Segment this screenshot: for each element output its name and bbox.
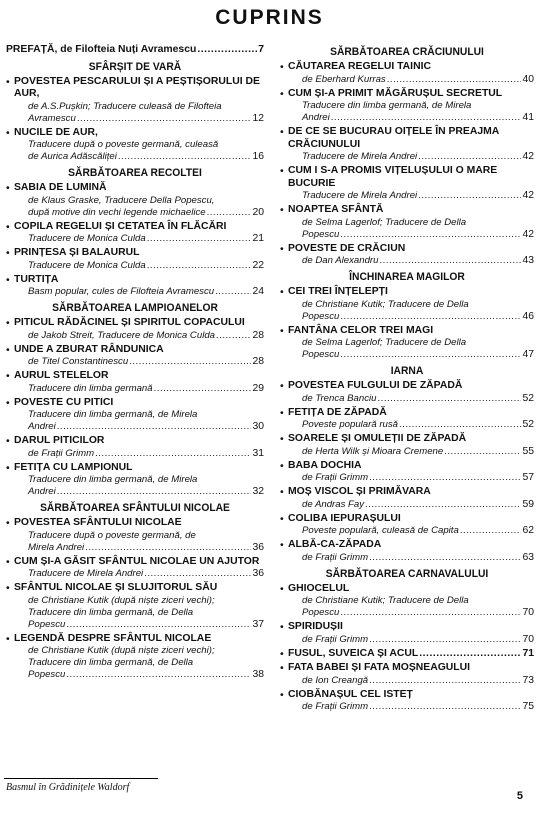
toc-entry-detail: Popescu ..... 37: [14, 619, 264, 631]
toc-entry[interactable]: [6, 517, 264, 554]
leader-dots: [369, 634, 521, 646]
toc-entry-title: CUM I S-A PROMIS VIȚELUȘULUI O MARE BUCURIE: [288, 165, 498, 189]
leader-dots: [369, 701, 521, 713]
toc-entry-detail: Andrei ..... 30: [14, 421, 264, 433]
page-ref: 75: [522, 701, 534, 712]
toc-entry-title: GHIOCELUL: [288, 582, 350, 594]
leader-dots: [418, 190, 521, 202]
leader-dots: [377, 393, 521, 405]
toc-entry-detail: Popescu ..... 38: [14, 669, 264, 681]
leader-dots: [129, 356, 251, 368]
toc-entry-detail: de Aurica Adăscăliței ..... 16: [14, 151, 264, 163]
toc-entry-title: CUM ȘI-A GĂSIT SFÂNTUL NICOLAE UN AJUTOR: [14, 555, 260, 567]
toc-entry-detail: de Klaus Graske, Traducere Della Popescu,: [28, 194, 215, 206]
toc-entry[interactable]: [280, 433, 534, 458]
page-ref: 42: [522, 228, 534, 240]
toc-entry-title: PITICUL RĂDĂCINEL ȘI SPIRITUL COPACULUI: [14, 317, 245, 328]
bullet-icon: •: [6, 555, 10, 568]
toc-entry-detail: de Jakob Streit, Traducere de Monica Culda ..... 28: [14, 330, 264, 342]
leader-dots: [444, 446, 521, 458]
toc-entry[interactable]: [6, 462, 264, 499]
bullet-icon: •: [280, 324, 284, 337]
toc-entry[interactable]: [280, 583, 534, 620]
bullet-icon: •: [6, 343, 10, 356]
toc-entry[interactable]: [280, 325, 534, 362]
page-ref: 32: [252, 486, 264, 497]
toc-entry-detail: Traducere după o poveste germană, culeasă: [28, 139, 219, 150]
leader-dots: [144, 568, 251, 580]
toc-entry-title: POVESTE CU PITICI: [14, 396, 114, 408]
page-number: 5: [516, 790, 523, 802]
page-ref: 28: [252, 356, 264, 367]
page-ref: 70: [522, 633, 534, 645]
toc-entry-detail: de Selma Lagerlof; Traducere de Della: [302, 216, 467, 228]
page-ref: 12: [252, 112, 264, 124]
page-ref: 46: [522, 310, 534, 322]
toc-entry-title: FATA BABEI ȘI FATA MOȘNEAGULUI: [288, 662, 471, 673]
toc-entry[interactable]: [6, 221, 264, 246]
page-ref: 52: [522, 419, 534, 430]
leader-dots: [118, 151, 252, 163]
leader-dots: [369, 675, 521, 687]
bullet-icon: •: [280, 688, 284, 701]
bullet-icon: •: [280, 406, 284, 419]
toc-entry[interactable]: [6, 582, 264, 631]
page-ref: 40: [522, 73, 534, 85]
toc-entry-title: CUM ȘI-A PRIMIT MĂGĂRUȘUL SECRETUL: [288, 87, 503, 99]
bullet-icon: •: [280, 165, 284, 177]
leader-dots: [340, 349, 521, 361]
toc-entry-title: CĂUTAREA REGELUI TAINIC: [288, 61, 431, 72]
leader-dots: [66, 619, 251, 631]
toc-entry-title: POVESTEA FULGULUI DE ZĂPADĂ: [288, 380, 463, 391]
toc-entry-detail: Poveste populară, culeasă de Capita ..... 62: [288, 525, 534, 537]
toc-entry-detail: Andrei ..... 32: [14, 486, 264, 498]
page-ref: 7: [258, 44, 264, 55]
bullet-icon: •: [6, 632, 10, 645]
toc-entry-title: LEGENDĂ DESPRE SFÂNTUL NICOLAE: [14, 632, 212, 644]
page-ref: 52: [522, 392, 534, 404]
toc-entry-detail: de Christiane Kutik (după niște ziceri vechi);: [28, 594, 215, 606]
toc-entry-title: SFÂNTUL NICOLAE ȘI SLUJITORUL SĂU: [14, 582, 218, 593]
toc-entry-title: ALBĂ-CA-ZĂPADA: [288, 539, 382, 550]
page-ref: 55: [522, 445, 534, 457]
toc-entry-detail: de Frații Grimm ..... 75: [288, 701, 534, 713]
toc-entry-detail: Traducere din limba germană, de Mirela: [302, 100, 472, 111]
toc-entry[interactable]: [280, 243, 534, 268]
leader-dots: [460, 525, 522, 537]
page-ref: 36: [252, 568, 264, 579]
toc-entry-detail: Traducere din limba germană, de Della: [28, 606, 194, 618]
toc-entry-detail: Poveste populară rusă ..... 52: [288, 419, 534, 431]
bullet-icon: •: [6, 182, 10, 194]
toc-entry-title: TURTIȚA: [14, 273, 59, 285]
toc-entry-detail: Andrei ..... 41: [288, 112, 534, 124]
toc-entry-title: CIOBĂNAȘUL CEL ISTEȚ: [288, 688, 413, 700]
toc-entry-title: DE CE SE BUCURAU OIȚELE ÎN PREAJMA CRĂCIUNULUI: [288, 126, 499, 150]
toc-entry-detail: Popescu ..... 70: [288, 607, 534, 619]
page-ref: 36: [252, 541, 264, 553]
toc-entry-title: UNDE A ZBURAT RÂNDUNICA: [14, 343, 164, 355]
page-ref: 30: [252, 421, 264, 432]
toc-entry[interactable]: [6, 317, 264, 342]
toc-entry-title: POVESTEA SFÂNTULUI NICOLAE: [14, 517, 182, 528]
toc-entry[interactable]: [280, 165, 534, 202]
bullet-icon: •: [280, 539, 284, 551]
leader-dots: [154, 383, 252, 395]
page-ref: 38: [252, 669, 264, 680]
toc-entry-detail: de Herta Wilk și Mioara Cremene ..... 55: [288, 446, 534, 458]
toc-entry-detail: Traducere de Mirela Andrei ..... 42: [288, 151, 534, 163]
toc-entry-detail: Mirela Andrei ..... 36: [14, 542, 264, 554]
toc-entry-detail: de Christiane Kutik (după niște ziceri vechi);: [28, 645, 215, 656]
leader-dots: [340, 311, 521, 323]
bullet-icon: •: [6, 582, 10, 594]
page-title: CUPRINS: [215, 6, 324, 29]
bullet-icon: •: [280, 459, 284, 472]
bullet-icon: •: [280, 486, 284, 498]
toc-entry-detail: Popescu ..... 46: [288, 311, 534, 323]
toc-entry-title: PRINȚESA ȘI BALAURUL: [14, 247, 140, 258]
toc-entry[interactable]: [6, 397, 264, 434]
toc-entry-detail: Traducere din limba germană, de Della: [28, 657, 194, 668]
page-ref: 47: [522, 349, 534, 360]
toc-entry-detail: de Christiane Kutik; Traducere de Della: [302, 298, 469, 310]
bullet-icon: •: [6, 517, 10, 529]
toc-entry[interactable]: [6, 127, 264, 164]
toc-entry-title: SABIA DE LUMINĂ: [14, 182, 107, 193]
leader-dots: [369, 552, 521, 564]
page-ref: 73: [522, 674, 534, 686]
toc-entry[interactable]: [280, 407, 534, 432]
toc-entry-title: NUCILE DE AUR,: [14, 126, 98, 138]
leader-dots: [419, 648, 521, 661]
section-heading: SĂRBĂTOAREA SFÂNTULUI NICOLAE: [40, 502, 230, 514]
bullet-icon: •: [6, 317, 10, 329]
toc-entry[interactable]: [280, 539, 534, 564]
page-ref: 71: [522, 647, 534, 659]
toc-entry-detail: de Frații Grimm ..... 57: [288, 472, 534, 484]
toc-entry-detail: de Ion Creangă ..... 73: [288, 675, 534, 687]
bullet-icon: •: [6, 273, 10, 286]
toc-entry[interactable]: [6, 76, 264, 125]
bullet-icon: •: [280, 662, 284, 674]
section-heading: IARNA: [390, 365, 424, 377]
toc-entry-detail: de Dan Alexandru ..... 43: [288, 255, 534, 267]
toc-entry-detail: Traducere după o poveste germană, de: [28, 529, 196, 541]
toc-entry-detail: de Christiane Kutik; Traducere de Della: [302, 595, 469, 606]
toc-entry-detail: Popescu ..... 47: [288, 349, 534, 361]
toc-entry-detail: Traducere din limba germană, de Mirela: [28, 409, 198, 420]
toc-entry-detail: de Frații Grimm ..... 31: [14, 448, 264, 460]
bullet-icon: •: [280, 512, 284, 525]
leader-dots: [57, 421, 252, 433]
page-ref: 24: [252, 286, 264, 297]
bullet-icon: •: [6, 396, 10, 409]
leader-dots: [57, 486, 252, 498]
leader-dots: [77, 113, 252, 125]
section-heading: SĂRBĂTOAREA CRĂCIUNULUI: [330, 46, 484, 58]
page-ref: 29: [252, 382, 264, 394]
leader-dots: [399, 419, 521, 431]
page-ref: 57: [522, 472, 534, 483]
book-title-footer: Basmul în Grădinițele Waldorf: [6, 782, 130, 793]
toc-entry[interactable]: [280, 513, 534, 538]
bullet-icon: •: [6, 126, 10, 139]
toc-entry[interactable]: [280, 648, 534, 661]
leader-dots: [340, 607, 521, 619]
footer-rule: [4, 778, 158, 779]
leader-dots: [215, 286, 251, 298]
bullet-icon: •: [280, 380, 284, 392]
toc-entry-detail: de Frații Grimm ..... 63: [288, 552, 534, 564]
toc-entry[interactable]: [280, 380, 534, 405]
toc-entry-detail: de Trenca Banciu ..... 52: [288, 393, 534, 405]
page-ref: 59: [522, 498, 534, 510]
bullet-icon: •: [280, 621, 284, 633]
toc-entry[interactable]: [280, 286, 534, 323]
leader-dots: [418, 151, 521, 163]
toc-right-column: [280, 44, 534, 715]
toc-entry-detail: de Frații Grimm ..... 70: [288, 634, 534, 646]
bullet-icon: •: [280, 242, 284, 255]
leader-dots: [207, 207, 252, 219]
toc-entry-title: COLIBA IEPURAȘULUI: [288, 512, 401, 524]
toc-entry[interactable]: [6, 435, 264, 460]
toc-left-column: [6, 44, 264, 683]
toc-entry-detail: de Titel Constantinescu ..... 28: [14, 356, 264, 368]
page-ref: 16: [252, 151, 264, 162]
toc-entry[interactable]: [6, 44, 264, 57]
toc-entry-title: POVESTE DE CRĂCIUN: [288, 242, 406, 254]
toc-entry-detail: după motive din vechi legende michaelice ..... 20: [14, 207, 264, 219]
page-ref: 21: [252, 233, 264, 244]
toc-entry-title: FUSUL, SUVEICA ȘI ACUL ..... 71: [288, 648, 534, 661]
toc-entry-title: FANTÂNA CELOR TREI MAGI: [288, 324, 434, 336]
page-ref: 20: [252, 206, 264, 218]
toc-entry-title: AURUL STELELOR: [14, 370, 109, 381]
toc-entry-detail: Traducere de Monica Culda ..... 21: [14, 233, 264, 245]
toc-entry-title: SOARELE ȘI OMULEȚII DE ZĂPADĂ: [288, 433, 467, 444]
leader-dots: [331, 112, 522, 124]
section-heading: SĂRBĂTOAREA RECOLTEI: [68, 167, 202, 179]
leader-dots: [387, 74, 522, 86]
bullet-icon: •: [280, 433, 284, 445]
toc-entry-title: FETIȚA DE ZĂPADĂ: [288, 406, 387, 418]
leader-dots: [147, 233, 252, 245]
toc-entry[interactable]: [280, 689, 534, 714]
toc-entry[interactable]: [280, 621, 534, 646]
bullet-icon: •: [280, 61, 284, 73]
page-ref: 28: [252, 329, 264, 341]
toc-entry[interactable]: [280, 88, 534, 125]
toc-entry-title: CEI TREI ÎNȚELEPȚI: [288, 286, 388, 297]
toc-entry-title: FETIȚA CU LAMPIONUL: [14, 461, 133, 473]
toc-entry[interactable]: [280, 460, 534, 485]
bullet-icon: •: [280, 87, 284, 100]
leader-dots: [147, 260, 252, 272]
leader-dots: [95, 448, 251, 460]
toc-entry[interactable]: [6, 247, 264, 272]
bullet-icon: •: [280, 126, 284, 138]
toc-entry[interactable]: [6, 274, 264, 299]
page-ref: 42: [522, 151, 534, 162]
toc-entry-title: DARUL PITICILOR: [14, 435, 105, 446]
leader-dots: [216, 330, 251, 342]
toc-entry-title: SPIRIDUȘII: [288, 621, 343, 632]
toc-entry-detail: Traducere din limba germană, de Mirela: [28, 474, 198, 485]
page-ref: 63: [522, 551, 534, 563]
page-ref: 41: [522, 112, 534, 123]
leader-dots: [369, 472, 521, 484]
toc-entry-title: POVESTEA PESCARULUI ȘI A PEȘTIȘORULUI DE AUR,: [14, 75, 260, 99]
toc-entry-title: COPILA REGELUI ȘI CETATEA ÎN FLĂCĂRI: [14, 220, 227, 232]
bullet-icon: •: [280, 647, 284, 660]
leader-dots: [85, 542, 251, 554]
leader-dots: [365, 499, 521, 511]
bullet-icon: •: [6, 75, 10, 88]
section-heading: ÎNCHINAREA MAGILOR: [349, 271, 465, 283]
page-ref: 70: [522, 607, 534, 618]
toc-entry-detail: Avramescu ..... 12: [14, 113, 264, 125]
bullet-icon: •: [280, 204, 284, 216]
toc-entry[interactable]: [6, 633, 264, 682]
bullet-icon: •: [6, 370, 10, 382]
bullet-icon: •: [280, 286, 284, 298]
toc-entry[interactable]: [280, 662, 534, 687]
toc-entry-detail: Traducere din limba germană ..... 29: [14, 383, 264, 395]
leader-dots: [197, 44, 257, 57]
toc-entry-detail: de Andras Fay ..... 59: [288, 499, 534, 511]
section-heading: SĂRBĂTOAREA LAMPIOANELOR: [52, 302, 218, 314]
toc-entry[interactable]: [280, 126, 534, 163]
bullet-icon: •: [6, 220, 10, 233]
bullet-icon: •: [6, 461, 10, 474]
section-heading: SFÂRȘIT DE VARĂ: [88, 60, 182, 73]
leader-dots: [340, 229, 521, 241]
page-ref: 43: [522, 255, 534, 266]
toc-entry-detail: de Selma Lagerlof; Traducere de Della: [302, 337, 467, 348]
toc-entry[interactable]: [280, 486, 534, 511]
toc-entry-detail: de Eberhard Kurras ..... 40: [288, 74, 534, 86]
page-ref: 37: [252, 618, 264, 630]
toc-entry[interactable]: [6, 344, 264, 369]
leader-dots: [379, 255, 521, 267]
toc-entry-detail: Traducere de Mirela Andrei ..... 42: [288, 190, 534, 202]
page-ref: 42: [522, 190, 534, 201]
toc-entry-detail: Traducere de Monica Culda ..... 22: [14, 260, 264, 272]
toc-entry-title: MOȘ VISCOL ȘI PRIMĂVARA: [288, 486, 431, 497]
toc-entry-detail: de A.S.Pușkin; Traducere culeasă de Filofteia: [28, 100, 222, 112]
page-ref: 31: [252, 447, 264, 459]
toc-entry-detail: Basm popular, cules de Filofteia Avramescu ..... 24: [14, 286, 264, 298]
toc-entry[interactable]: [6, 556, 264, 581]
toc-entry-detail: Traducere de Mirela Andrei ..... 36: [14, 568, 264, 580]
toc-entry-title: BABA DOCHIA: [288, 459, 362, 471]
toc-entry-title: NOAPTEA SFÂNTĂ: [288, 204, 384, 215]
toc-entry[interactable]: [280, 204, 534, 241]
page-ref: 22: [252, 259, 264, 271]
toc-entry-detail: Popescu ..... 42: [288, 229, 534, 241]
leader-dots: [66, 669, 251, 681]
bullet-icon: •: [280, 582, 284, 595]
toc-entry-title: PREFAȚĂ, de Filofteia Nuți Avramescu ..... 7: [6, 44, 264, 57]
bullet-icon: •: [6, 435, 10, 447]
toc-entry[interactable]: [6, 182, 264, 219]
section-heading: SĂRBĂTOAREA CARNAVALULUI: [325, 567, 489, 580]
toc-entry[interactable]: [280, 61, 534, 86]
page-ref: 62: [522, 525, 534, 536]
toc-entry[interactable]: [6, 370, 264, 395]
bullet-icon: •: [6, 247, 10, 259]
